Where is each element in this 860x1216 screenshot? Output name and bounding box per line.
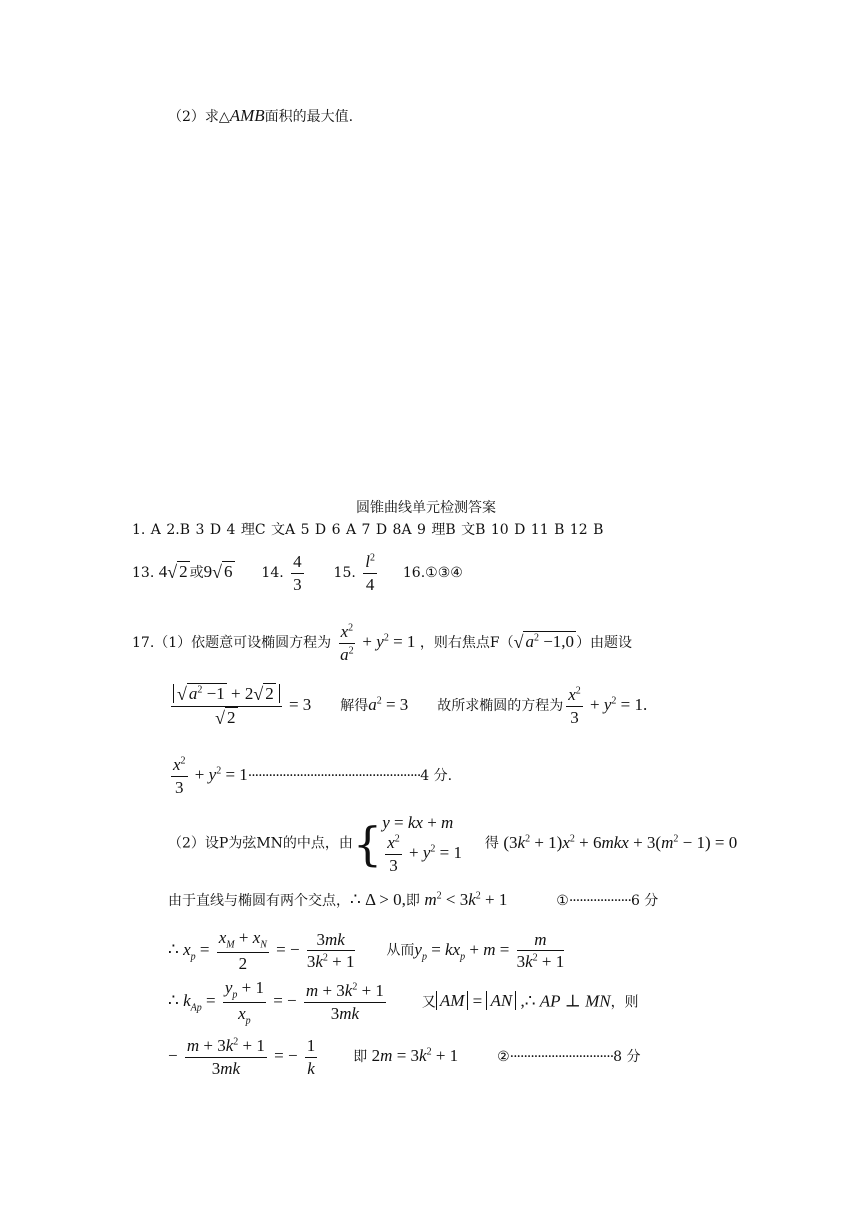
score-8: 8 分 (613, 1048, 641, 1065)
score-6: 6 分 (630, 893, 659, 909)
q13-or: 或 (189, 565, 204, 582)
q15-number: 15. (333, 565, 356, 582)
question-2-label: （2）求△ (168, 109, 230, 125)
p17-you: 又 (421, 994, 436, 1011)
p17-line1: 17.（1）依题意可设椭圆方程为 $\frac{x^2}{a^2}$ + $y^2 = 1$ ，则右焦点F（√ $a^2 -1,0$ ）由题设 (132, 622, 633, 664)
p17-line4: （2）设P为弦MN的中点，由{ y = kx + m $\frac{x^2}{3}$ + $y^2 = 1$ 得 $(3k^2 + 1)x^2 + 6mkx + 3(m^2 - 1) = 0$ (168, 813, 738, 875)
q16-answer: ①③④ (425, 565, 463, 582)
p17-ji: 即 (405, 893, 420, 909)
multiple-choice-answers: 1. A 2.B 3 D 4 理C 文A 5 D 6 A 7 D 8A 9 理B 文B 10 D 11 B 12 B (132, 522, 604, 538)
question-2-rest: 面积的最大值. (264, 109, 354, 125)
q16-number: 16. (402, 565, 426, 582)
p17-mid: ，则右焦点F（ (419, 634, 514, 651)
p17-line7: ∴ $k_{Ap}$ = $\frac{y_p + 1}{x_p}$ = − $\frac{m + 3k^2 + 1}{3mk}$ 又 AM = AN ,∴ AP ⊥ MN，则 (168, 978, 639, 1027)
fill-in-answers: 13. 4√ 2 或9√ 6 14. $\frac{4}{3}$ 15. $\frac{l^2}{4}$ 16.①③④ (132, 552, 463, 594)
p17-ze: ，则 (610, 994, 639, 1011)
p17-so: 故所求椭圆的方程为 (437, 698, 564, 715)
answer-title: 圆锥曲线单元检测答案 (356, 500, 496, 516)
p17-tail: ）由题设 (576, 634, 633, 651)
question-2 (168, 106, 353, 126)
q14-number: 14. (261, 565, 284, 582)
p17-line8: − $\frac{m + 3k^2 + 1}{3mk}$ = − $\frac{1}{k}$ 即 $2m = 3k^2 + 1$ ②······························8 分 (168, 1036, 641, 1078)
p17-line6: ∴ $x_p$ = $\frac{x_M + x_N}{2}$ = − $\frac{3mk}{3k^2 + 1}$ 从而$y_p = kx_p + m$ = $\frac{m}{3k^2 + 1}$ (168, 928, 565, 973)
p17-line3: $\frac{x^2}{3}$ + $y^2 = 1\cdot\cdot\cdot\cdot\cdot\cdot\cdot\cdot\cdot\cdot\cdot\cdot\cdot\cdot\cdot\cdot\cdot\cdot\cdot\cdot\cdot\cdot\cdot\cdot\cdot\cdot\cdot\cdot\cdot\cdot\cdot\cdot\cdot\cdot\cdot\cdot\cdot\cdot\cdot\cdot\cdot\cdot\cdot\cdot\cdot\cdot\cdot\cdot\cdot\cdot 4$ 分. (173, 755, 453, 797)
p17-get: 得 (484, 835, 499, 852)
p17-congeer: 从而 (386, 942, 415, 959)
p17-lead: 17.（1）依题意可设椭圆方程为 (132, 634, 332, 651)
q13-number: 13. (132, 565, 155, 582)
triangle-name: AMB (229, 106, 265, 125)
p17-intersection: 由于直线与椭圆有两个交点， (168, 893, 350, 909)
p17-part2-lead: （2）设P为弦MN的中点，由 (168, 835, 353, 852)
p17-solve: 解得 (340, 698, 369, 715)
p17-line5: 由于直线与椭圆有两个交点，∴ Δ > 0,即 $m^2 < 3k^2 + 1$ ①··················6 分 (168, 890, 659, 909)
score-4: 4 分. (420, 767, 453, 784)
p17-ji2: 即 (353, 1048, 368, 1065)
p17-line2: $\frac{√ a^2 -1 + 2√ 2}{√ 2}$ = 3 解得$a^2 = 3$ 故所求椭圆的方程为 $\frac{x^2}{3}$ + $y^2 = 1$. (168, 684, 647, 728)
